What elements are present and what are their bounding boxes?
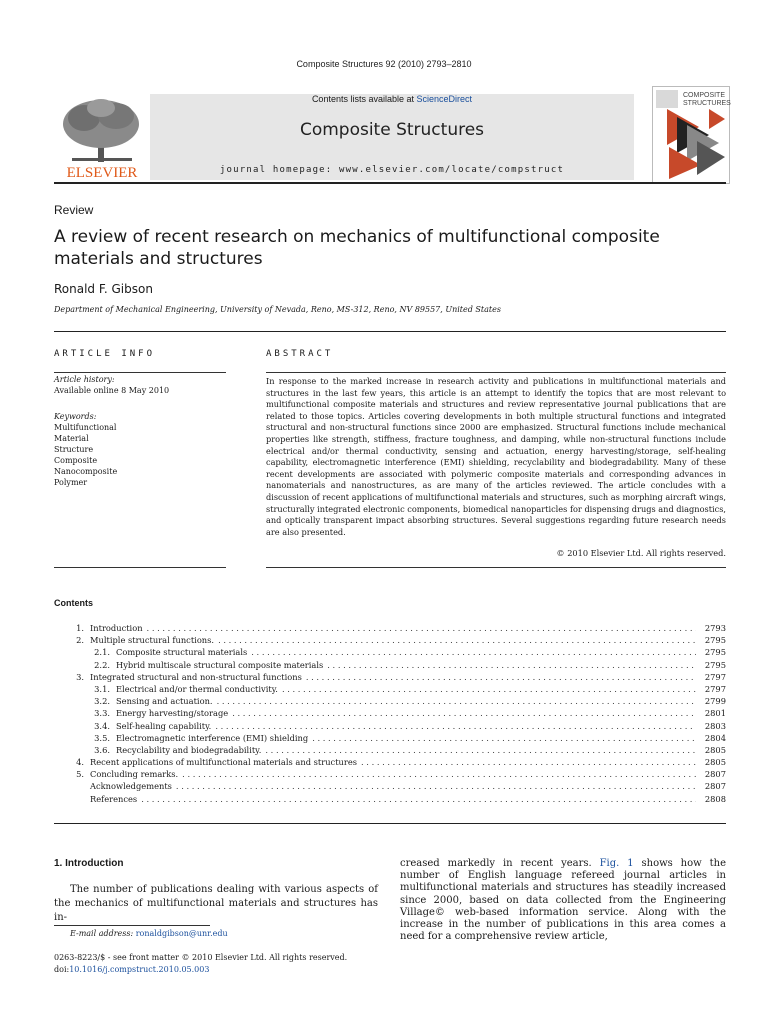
toc-number: 3.6. [94,744,110,755]
article-info-heading: ARTICLE INFO [54,349,156,359]
article-author: Ronald F. Gibson [54,282,153,296]
toc-page-number: 2803 [704,720,726,731]
toc-number: 2.1. [94,647,110,658]
history-label: Article history: [54,375,115,384]
toc-page-number: 2795 [704,659,726,670]
toc-leader-dots [306,671,696,683]
toc-page-number: 2807 [704,781,726,792]
toc-number: 3.3. [94,708,110,719]
doi-link[interactable]: 10.1016/j.compstruct.2010.05.003 [69,965,210,974]
toc-row[interactable] [54,768,726,780]
toc-label[interactable]: Introduction [90,623,143,633]
sciencedirect-link[interactable]: ScienceDirect [416,94,473,104]
toc-number: 5. [76,769,84,780]
toc-page-number: 2804 [704,732,726,743]
toc-row[interactable] [54,646,726,658]
toc-row[interactable] [54,732,726,744]
toc-leader-dots [147,622,696,634]
table-of-contents [54,622,726,805]
author-affiliation: Department of Mechanical Engineering, University of Nevada, Reno, MS-312, Reno, NV 89557, United States [54,305,501,314]
toc-label[interactable]: Energy harvesting/storage [116,708,229,719]
toc-label[interactable]: Concluding remarks. [90,769,179,780]
toc-number: 3.5. [94,732,110,743]
toc-label[interactable]: Acknowledgements [90,781,172,792]
keyword: Multifunctional [54,423,117,432]
toc-number: 3.4. [94,720,110,731]
toc-leader-dots [218,634,696,646]
toc-page-number: 2807 [704,769,726,780]
doi-prefix: doi: [54,965,70,974]
toc-number: 1. [76,623,84,633]
toc-label[interactable]: Electromagnetic interference (EMI) shielding [116,732,309,743]
toc-leader-dots [215,720,696,732]
toc-page-number: 2793 [704,623,726,633]
toc-label[interactable]: Recyclability and biodegradability. [116,744,262,755]
toc-leader-dots [265,744,696,756]
toc-label[interactable]: References [90,793,138,804]
doi-line [54,965,209,974]
toc-label[interactable]: Hybrid multiscale structural composite materials [116,659,324,670]
contents-availability [150,94,634,104]
abstract-rule-bottom [266,567,726,568]
availability-text: Contents lists available at [311,94,414,104]
toc-row[interactable] [54,744,726,756]
toc-number: 4. [76,757,84,768]
email-label: E-mail address: [70,929,134,938]
keyword: Nanocomposite [54,467,118,476]
toc-number: 3. [76,671,84,682]
title-divider [54,331,726,332]
contents-divider [54,823,726,824]
abstract-heading: ABSTRACT [266,349,334,359]
toc-label[interactable]: Sensing and actuation. [116,696,213,707]
toc-page-number: 2799 [704,696,726,707]
toc-number: 2. [76,635,84,646]
toc-page-number: 2797 [704,683,726,694]
abstract-text: In response to the marked increase in research activity and publications in multifunctional materials and structures in the last few years, this article is an attempt to identify the topics that are most relevant to multifunctional composite materials and structures and review representative journal publications that are related to those topics. Articles covering developments in both multiple structural functions and integrated structural and non-structural functions since 2000 are emphasized. Structural functions include mechanical properties like strength, stiffness, fracture toughness, and damping, while non-structural functions include electrical and/or thermal conductivity, sensing and actuation, energy harvesting/storage, self-healing capability, electromagnetic interference (EMI) shielding, recyclability and biodegradability. Many of these recent developments are associated with polymeric composite materials and corresponding advances in nanomaterials and nanostructures, as are many of the articles reviewed. The article concludes with a discussion of recent applications of multifunctional materials and structures, such as morphing aircraft wings, structurally integrated electronic components, biomedical nanoparticles for dispensing drugs and diagnostics, and optically transparent impact absorbing structures. Several suggestions regarding future research needs are also presented. [266,376,726,537]
toc-leader-dots [327,659,696,671]
journal-cover [652,86,730,184]
cover-title: COMPOSITE STRUCTURES [683,92,731,107]
toc-row[interactable] [54,671,726,683]
toc-page-number: 2797 [704,671,726,682]
toc-page-number: 2795 [704,647,726,658]
issn-line: 0263-8223/$ - see front matter © 2010 Elsevier Ltd. All rights reserved. [54,953,348,962]
author-email-link[interactable]: ronaldgibson@unr.edu [135,929,228,938]
toc-row[interactable] [54,793,726,805]
toc-leader-dots [251,646,696,658]
toc-label[interactable]: Composite structural materials [116,647,248,658]
toc-row[interactable] [54,659,726,671]
elsevier-logo [54,94,150,180]
toc-row[interactable] [54,683,726,695]
toc-label[interactable]: Multiple structural functions. [90,635,215,646]
toc-row[interactable] [54,622,726,634]
toc-number: 3.1. [94,683,110,694]
keyword: Structure [54,445,94,454]
abstract-copyright: © 2010 Elsevier Ltd. All rights reserved. [556,548,726,558]
toc-leader-dots [176,780,696,792]
journal-homepage[interactable]: journal homepage: www.elsevier.com/locate/compstruct [219,165,565,175]
journal-banner [150,94,634,180]
toc-label[interactable]: Recent applications of multifunctional materials and structures [90,757,358,768]
keywords-label: Keywords: [54,412,97,421]
journal-title: Composite Structures [299,120,485,140]
toc-label[interactable]: Integrated structural and non-structural functions [90,671,302,682]
history-value: Available online 8 May 2010 [54,385,170,395]
toc-leader-dots [182,768,696,780]
introduction-right-column [400,858,726,943]
keyword: Polymer [54,478,88,487]
toc-row[interactable] [54,720,726,732]
toc-leader-dots [282,683,696,695]
article-info-rule-top [54,372,226,373]
toc-leader-dots [361,756,696,768]
keyword: Material [54,434,89,443]
article-history [54,375,169,396]
author-email-footnote [70,929,228,938]
figure-1-link[interactable]: Fig. 1 [599,858,634,869]
intro-text-segment: shows how the number of English language refereed journal articles in multifunctional materials and structures has steadily increased since 2000, based on data collected from the Engineering Village© web-based information service. Along with the increase in the number of publications in this area comes a need for a comprehensive review article, [400,858,726,943]
toc-number: 2.2. [94,659,110,670]
toc-page-number: 2805 [704,744,726,755]
toc-row[interactable] [54,780,726,792]
elsevier-tree-icon [54,94,150,180]
toc-row[interactable] [54,756,726,768]
contents-heading: Contents [54,598,93,608]
toc-page-number: 2801 [704,708,726,719]
footnote-rule [54,925,210,926]
toc-label[interactable]: Electrical and/or thermal conductivity. [116,683,278,694]
keyword: Composite [54,456,98,465]
toc-page-number: 2805 [704,757,726,768]
toc-leader-dots [217,695,696,707]
keywords-block [54,411,117,488]
toc-row[interactable] [54,634,726,646]
header-divider [54,182,726,184]
toc-leader-dots [232,707,696,719]
intro-text-segment: creased markedly in recent years. [400,858,592,869]
article-type: Review [54,203,94,217]
introduction-left-column: The number of publications dealing with various aspects of the mechanics of multifunctional materials and structures has in- [54,884,378,923]
toc-label[interactable]: Self-healing capability. [116,720,212,731]
toc-leader-dots [141,793,696,805]
article-info-rule-bottom [54,567,226,568]
toc-page-number: 2808 [704,793,726,804]
journal-citation: Composite Structures 92 (2010) 2793–2810 [296,59,472,69]
article-title: A review of recent research on mechanics of multifunctional composite materials and structures [54,227,660,269]
elsevier-wordmark: ELSEVIER [66,165,138,180]
toc-leader-dots [312,732,696,744]
introduction-heading: 1. Introduction [54,858,124,869]
toc-row[interactable] [54,695,726,707]
abstract-rule-top [266,372,726,373]
toc-page-number: 2795 [704,635,726,646]
toc-number: 3.2. [94,696,110,707]
toc-row[interactable] [54,707,726,719]
